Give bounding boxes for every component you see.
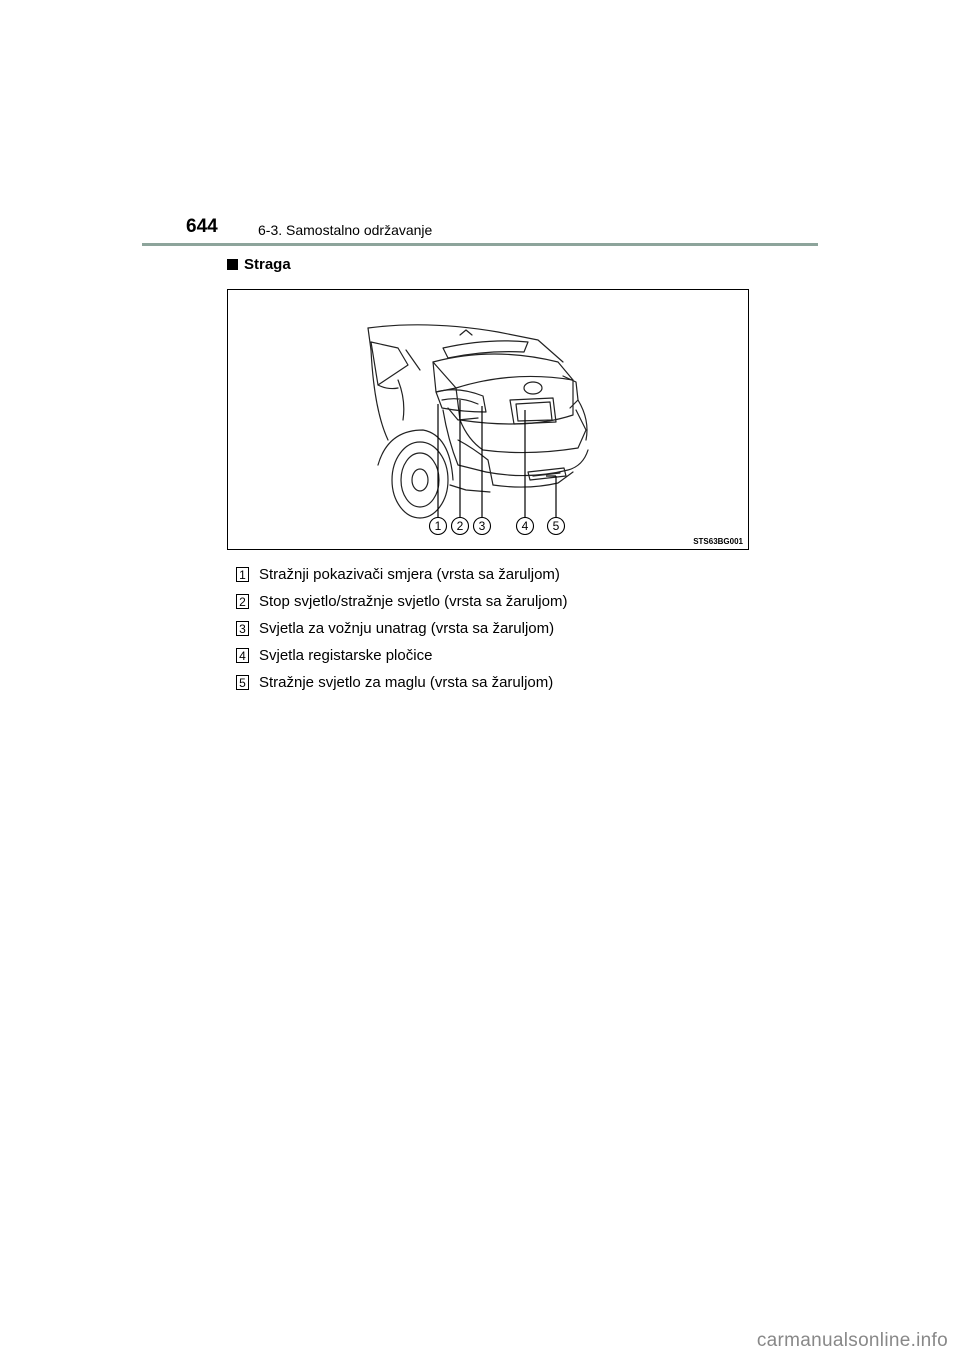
legend-list — [236, 561, 567, 696]
legend-text: Stop svjetlo/stražnje svjetlo (vrsta sa žaruljom) — [259, 593, 568, 610]
rear-lights-illustration — [227, 289, 749, 550]
car-rear-drawing — [228, 290, 748, 549]
section-heading-text: Straga — [244, 256, 291, 273]
chapter-title: 6-3. Samostalno održavanje — [258, 222, 433, 238]
legend-number: 3 — [236, 621, 249, 636]
legend-text: Stražnje svjetlo za maglu (vrsta sa žaruljom) — [259, 674, 554, 691]
list-item — [236, 669, 567, 696]
list-item — [236, 561, 567, 588]
legend-number: 2 — [236, 594, 249, 609]
legend-number: 5 — [236, 675, 249, 690]
callout-3: 3 — [478, 519, 486, 533]
legend-text: Svjetla registarske pločice — [259, 647, 433, 664]
figure-code: STS63BG001 — [693, 537, 743, 546]
list-item — [236, 588, 567, 615]
legend-text: Svjetla za vožnju unatrag (vrsta sa žaruljom) — [259, 620, 555, 637]
legend-number: 1 — [236, 567, 249, 582]
callout-2: 2 — [456, 519, 464, 533]
header-divider — [142, 243, 818, 246]
legend-number: 4 — [236, 648, 249, 663]
legend-text: Stražnji pokazivači smjera (vrsta sa žaruljom) — [259, 566, 560, 583]
square-bullet-icon — [227, 259, 238, 270]
page-number: 644 — [186, 216, 218, 237]
list-item — [236, 642, 567, 669]
watermark: carmanualsonline.info — [756, 1330, 948, 1351]
callout-5: 5 — [552, 519, 560, 533]
section-heading — [227, 256, 291, 273]
list-item — [236, 615, 567, 642]
callout-4: 4 — [521, 519, 529, 533]
callout-1: 1 — [434, 519, 442, 533]
